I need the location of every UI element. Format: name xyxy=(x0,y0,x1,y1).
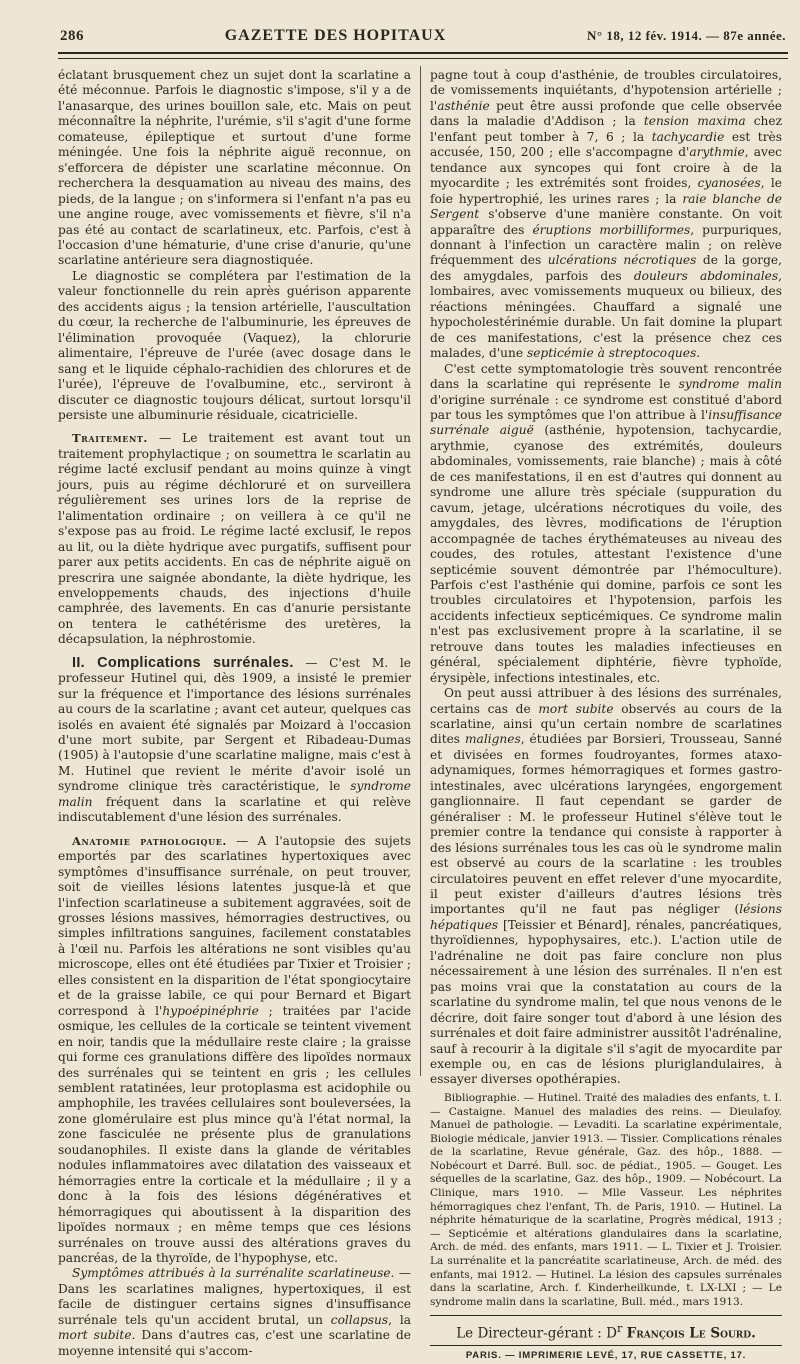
em-segment: douleurs abdominales xyxy=(633,268,779,283)
director-label: Le Directeur-gérant : D xyxy=(456,1325,617,1342)
text-segment: , lombaires, avec vomissements muqueux ou bilieux, des réactions méningées. Chauffard a signalé une hypocholestérinémie durable. Un fait domine la plupart de ces manifestations, c'est la présence chez ces malades, d'une xyxy=(430,268,782,361)
em-segment: ulcérations nécrotiques xyxy=(547,253,697,268)
paragraph-treatment xyxy=(58,431,411,647)
symptoms-text-3: . Dans d'autres cas, c'est une scarlatine de moyenne intensité qui s'accom- xyxy=(58,1328,411,1358)
right-column xyxy=(430,68,782,1364)
text-segment: , étudiées par Borsieri, Trousseau, Sanné et divisées en formes foudroyantes, formes ataxo-adynamiques, formes hémorragiques et formes gastro-intestinales, avec ulcérations laryngées, engorgement ganglionnaire. Il faut cependant se garder de généraliser : M. le professeur Hutinel s'élève tout le premier contre la tendance qui consiste à rapporter à des lésions surrénales tous les cas où le syndrome malin est observé au cours de la scarlatine : les troubles circulatoires peuvent en effet relever d'une myocardite, il peut exister d'ailleurs d'autres lésions très importantes qu'il ne faut pas négliger ( xyxy=(430,732,782,917)
text-segment: pagne tout à coup d'asthénie, de troubles circulatoires, de vomissements inquiétants, d'hypotension artérielle ; l' xyxy=(430,68,782,113)
treatment-text: — Le traitement est avant tout un traitement prophylactique ; on soumettra le scarlatin au régime lacté exclusif pendant au moins quinze à vingt jours, puis au régime déchloruré et on surveillera régulièrement ses urines lors de la reprise de l'alimentation ordinaire ; on veillera à ce qu'il ne s'expose pas au froid. Le régime lacté exclusif, le repos au lit, ou la diète hydrique avec purgatifs, suffisent pour parer aux petits accidents. En cas de néphrite aiguë on prescrira une saignée abondante, la diète hydrique, les enveloppements chauds, des injections d'huile camphrée, des lavements. En cas d'anurie persistante on tentera le cathétérisme des uretères, la décapsulation, la néphrostomie. xyxy=(58,431,411,647)
paragraph-malignant-signs xyxy=(430,68,782,362)
paragraph-anatomy xyxy=(58,834,411,1267)
symptoms-em-mort: mort subite xyxy=(58,1328,132,1343)
page-number: 286 xyxy=(60,27,84,44)
journal-title: GAZETTE DES HOPITAUX xyxy=(224,27,447,44)
treatment-label: Traitement. xyxy=(72,431,149,446)
section-em: syndrome malin xyxy=(58,779,411,809)
text-segment: observés au cours de la scarlatine, ainsi qu'un certain nombre de scarlatines dites xyxy=(430,701,782,747)
em-segment: tension maxima xyxy=(643,114,746,129)
symptoms-text: — Dans les scarlatines malignes, hypertoxiques, il est facile de distinguer certains signes d'insuffisance surrénale tels qu'un accident brutal, un xyxy=(58,1266,411,1327)
em-segment: insuffisance surrénale aiguë xyxy=(430,407,782,438)
page-header xyxy=(60,24,786,48)
paragraph-syndrome-malin xyxy=(430,362,782,687)
text-segment: [Teissier et Bénard], rénales, pancréatiques, thyroïdiennes, hypophysaires, etc.). L'action utile de l'adrénaline ne doit pas faire conclure non plus nécessairement à une lésion des surrénales. Il n'en est pas moins vrai que la constatation au cours de la scarlatine du syndrome malin, tel que nous venons de le décrire, doit faire songer tout d'abord à une lésion des surrénales et doit faire administrer aussitôt l'adrénaline, sauf à recourir à la digitale s'il s'agit de myocardite par exemple ou, en cas de lésions pluriglandulaires, à essayer diverses opothérapies. xyxy=(430,917,782,1087)
text-segment: est très accusée, 150, 200 ; elle s'accompagne d' xyxy=(430,129,782,160)
bibliography: Bibliographie. — Hutinel. Traité des maladies des enfants, t. I. — Castaigne. Manuel des maladies des reins. — Dieulafoy. Manuel de pathologie. — Levaditi. La scarlatine expérimentale, Biologie médicale, janvier 1913. — Tissier. Complications rénales de la scarlatine, Revue générale, Gaz. des hôp., 1888. — Nobécourt et Darré. Bull. soc. de pédiat., 1905. — Gouget. Les séquelles de la scarlatine, Gaz. des hôp., 1909. — Nobécourt. La Clinique, mars 1910. — Mlle Vasseur. Les néphrites hémorragiques chez l'enfant, Th. de Paris, 1910. — Hutinel. La néphrite hématurique de la scarlatine, Progrès médical, 1913 ; — Septicémie et altérations glandulaires dans la scarlatine, Arch. de méd. des enfants, mars 1911. — L. Tixier et J. Troisier. La surrénalite et la pancréatite scarlatineuse, Arch. de méd. des enfants, mai 1912. — Hutinel. La lésion des capsules surrénales dans la scarlatine, Arch. f. Kinderheilkunde, t. LX-LXI ; — Le syndrome malin dans la scarlatine, Bull. méd., mars 1913. xyxy=(430,1091,782,1308)
text-segment: chez l'enfant peut tomber à 7, 6 ; la xyxy=(430,114,783,144)
em-segment: mort subite xyxy=(538,701,614,716)
paragraph-section-ii xyxy=(58,656,411,826)
em-segment: arythmie xyxy=(689,145,745,160)
header-rule-thin xyxy=(58,58,788,59)
printer-line: PARIS. — IMPRIMERIE LEVÉ, 17, RUE CASSETTE, 17. xyxy=(430,1345,782,1363)
text-segment: d'origine surrénale : ce syndrome est constitué d'abord par tous les symptômes que l'on attribue à l' xyxy=(430,392,782,422)
paragraph-sudden-death xyxy=(430,686,782,1088)
section-title: II. Complications surrénales. xyxy=(72,654,294,671)
text-segment: , purpuriques, donnant à l'infection un caractère malin ; on relève fréquemment des xyxy=(430,222,782,268)
text-segment: de la gorge, des amygdales, parfois des xyxy=(430,253,782,283)
text-segment: C'est cette symptomatologie très souvent rencontrée dans la scarlatine qui représente le xyxy=(430,361,782,392)
director-sup: r xyxy=(616,1322,623,1336)
header-rule-thick xyxy=(58,52,788,54)
text-segment: , avec tendance aux syncopes qui font croire à de la myocardite ; les extrémités sont froides, xyxy=(430,145,782,191)
anatomy-label: Anatomie pathologique. xyxy=(72,833,227,848)
symptoms-text-2: , la xyxy=(388,1312,411,1327)
text-segment: (asthénie, hypotension, tachycardie, arythmie, cyanose des extrémités, douleurs abdominales, vomissements, raie blanche) ; mais à côté de ces manifestations, il en est d'autres qui donnent au syndrome une allure très spéciale (suppuration du cavum, jetage, ulcérations nécrotiques du voile, des amygdales, des lèvres, modifications de l'éruption accompagnée de taches érythémateuses au niveau des coudes, des rotules, attestant l'existence d'une septicémie souvent démontrée par l'hémoculture). Parfois c'est l'asthénie qui domine, parfois ce sont les troubles circulatoires et l'hypotension, parfois les accidents infectieux septicémiques. Ce syndrome malin n'est pas exclusivement propre à la scarlatine, il se retrouve dans toutes les maladies infectieuses en général, spécialement diphtérie, fièvre typhoïde, érysipèle, infections intestinales, etc. xyxy=(430,423,782,685)
text-segment: , le foie hypertrophié, les urines rares ; la xyxy=(430,176,782,206)
paragraph-symptoms xyxy=(58,1266,411,1359)
director-name: François Le Sourd. xyxy=(626,1325,756,1342)
director-line xyxy=(430,1315,782,1345)
anatomy-text-end: ; traitées par l'acide osmique, les cellules de la corticale se teintent vivement en noir, tandis que la médullaire reste claire ; la graisse qui forme ces granulations diffère des lipoïdes normaux des surrénales qui se teintent en gris ; les cellules semblent ratatinées, leur protoplasma est acidophile ou amphophile, les travées cellulaires sont bouleversées, la zone glomérulaire est plus mince qu'à l'état normal, la zone fasciculée ne présente plus de granulations soudanophiles. Il existe dans la glande de véritables nodules inflammatoires avec dilatation des vaisseaux et hémorragies entre la corticale et la médullaire ; il y a donc à la fois des lésions dégénératives et hémorragiques qui aboutissent à la disparition des lipoïdes normaux ; en même temps que ces lésions surrénales on trouve aussi des altérations graves du pancréas, de la thyroïde, de l'hypophyse, etc. xyxy=(58,1003,411,1265)
section-text: — C'est M. le professeur Hutinel qui, dès 1909, a insisté le premier sur la fréquence et l'importance des lésions surrénales au cours de la scarlatine ; avant cet auteur, quelques cas isolés en avaient été signalés par Moizard à l'occasion d'une mort subite, par Sergent et Ribadeau-Dumas (1905) à l'autopsie d'une scarlatine maligne, mais c'est à M. Hutinel que revient le mérite d'avoir isolé un syndrome clinique très caractéristique, le xyxy=(58,655,411,794)
em-segment: cyanosées xyxy=(697,176,761,191)
symptoms-em-collapsus: collapsus xyxy=(330,1312,389,1327)
issue-info: N° 18, 12 fév. 1914. — 87e année. xyxy=(587,28,786,43)
em-segment: syndrome malin xyxy=(678,377,782,392)
text-segment: On peut aussi attribuer à des lésions des surrénales, certains cas de xyxy=(430,686,782,716)
text-segment: peut être aussi profonde que celle observée dans la maladie d'Addison ; la xyxy=(430,98,782,129)
anatomy-em: hypoépinéphrie xyxy=(162,1003,259,1018)
paragraph-diagnosis: éclatant brusquement chez un sujet dont la scarlatine a été méconnue. Parfois le diagnostic s'impose, s'il y a de l'anasarque, des urines bouillon sale, etc. Mais on peut méconnaître la néphrite, l'urémie, s'il s'agit d'une forme comateuse, épileptique et surtout d'une forme méningée. Une fois la néphrite aiguë reconnue, on s'efforcera de dépister une scarlatine méconnue. On recherchera la desquamation au niveau des mains, des pieds, de la langue ; on s'informera si l'enfant n'a pas eu une angine rouge, avec vomissements et fièvre, s'il n'a pas été au contact de scarlatineux, etc. Parfois, c'est à l'occasion d'une hématurie, d'une crise d'anurie, qu'une scarlatine antérieure sera diagnostiquée. xyxy=(58,68,411,268)
text-segment: . xyxy=(696,346,701,361)
em-segment: septicémie à streptocoques xyxy=(526,346,697,361)
em-segment: raie blanche de Sergent xyxy=(430,191,782,222)
em-segment: éruptions morbilliformes xyxy=(532,222,691,237)
section-text-end: fréquent dans la scarlatine et qui relève indiscutablement d'une lésion des surrénales. xyxy=(58,794,411,825)
column-divider xyxy=(420,66,421,1076)
em-segment: lésions hépatiques xyxy=(430,902,782,932)
em-segment: asthénie xyxy=(437,98,490,113)
anatomy-text: — A l'autopsie des sujets emportés par des scarlatines hypertoxiques avec symptômes d'insuffisance surrénale, on peut trouver, soit de vieilles lésions latentes jusque-là et que l'infection scarlatineuse a subitement aggravées, soit de grosses lésions massives, hémorragies destructives, ou simples infiltrations sanguines, facilement constatables à l'œil nu. Parfois les altérations ne sont visibles qu'au microscope, elles ont été étudiées par Tixier et Troisier ; elles consistent en la disparition de l'état spongiocytaire et de la graisse labile, ce qui pour Bernard et Bigart correspond à l' xyxy=(58,833,411,1018)
em-segment: malignes xyxy=(465,732,521,747)
em-segment: tachycardie xyxy=(651,129,725,144)
paragraph-diagnosis-complement: Le diagnostic se complétera par l'estimation de la valeur fonctionnelle du rein après guérison apparente des accidents aigus ; la tension artérielle, l'auscultation du cœur, la recherche de l'albuminurie, les épreuves de l'élimination provoquée (Vaquez), la chlorurie alimentaire, l'épreuve de l'urée (avec dosage dans le sang et le liquide céphalo-rachidien des chlorures et de l'urée), l'épreuve de l'ovalbumine, etc., serviront à discuter ce diagnostic toujours délicat, surtout lorsqu'il persiste une albuminurie résiduale, cicatricielle. xyxy=(58,268,411,422)
symptoms-heading: Symptômes attribués à la surrénalite scarlatineuse. xyxy=(72,1266,395,1281)
text-segment: s'observe d'une manière constante. On voit apparaître des xyxy=(430,207,782,237)
left-column xyxy=(58,68,411,1359)
